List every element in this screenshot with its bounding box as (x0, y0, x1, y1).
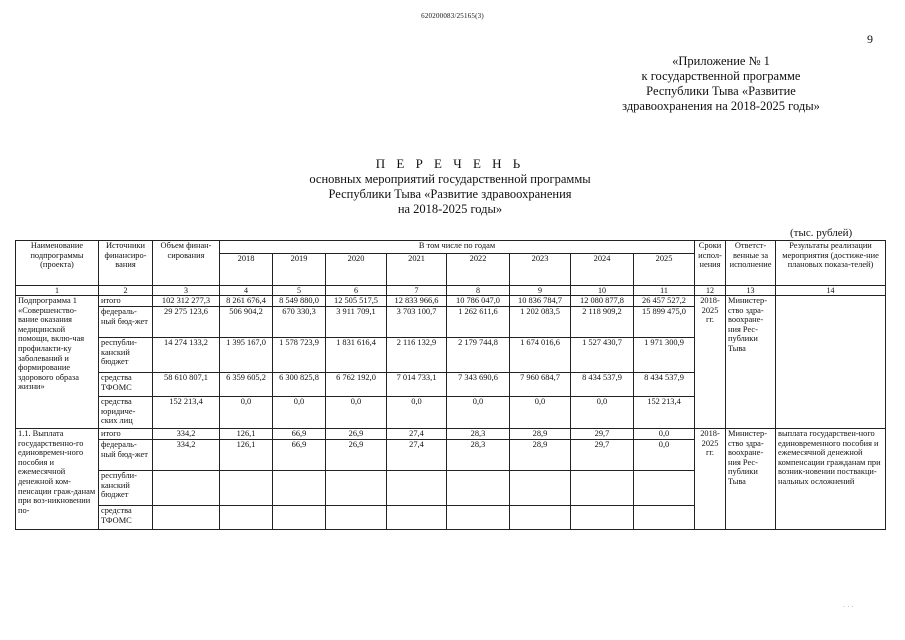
header-by-years: В том числе по годам (220, 241, 695, 254)
value-cell: 0,0 (634, 440, 695, 471)
value-cell: 10 836 784,7 (510, 296, 571, 307)
term-cell: 2018-2025 гг. (695, 429, 726, 530)
term-cell: 2018-2025 гг. (695, 296, 726, 429)
value-cell (326, 506, 387, 530)
header-year: 2018 (220, 254, 273, 286)
column-number: 13 (726, 286, 776, 296)
value-cell: 0,0 (510, 397, 571, 429)
header-results: Результаты реализации мероприятия (достиже-ние плановых показа-телей) (776, 241, 886, 286)
source-cell: средства ТФОМС (99, 373, 153, 397)
value-cell: 28,3 (447, 440, 510, 471)
header-year: 2019 (273, 254, 326, 286)
document-title: П Е Р Е Ч Е Н Ь (375, 156, 525, 171)
page-number: 9 (867, 32, 873, 46)
value-cell: 7 014 733,1 (387, 373, 447, 397)
value-cell: 670 330,3 (273, 307, 326, 338)
value-cell: 26 457 527,2 (634, 296, 695, 307)
table-row (16, 429, 886, 440)
value-cell (153, 506, 220, 530)
column-number: 14 (776, 286, 886, 296)
value-cell: 1 262 611,6 (447, 307, 510, 338)
header-name: Наименование подпрограммы (проекта) (16, 241, 99, 286)
value-cell (387, 506, 447, 530)
value-cell: 0,0 (220, 397, 273, 429)
value-cell: 28,3 (447, 429, 510, 440)
value-cell: 1 578 723,9 (273, 338, 326, 373)
header-year: 2022 (447, 254, 510, 286)
value-cell (510, 471, 571, 506)
value-cell: 28,9 (510, 429, 571, 440)
value-cell: 6 300 825,8 (273, 373, 326, 397)
column-number: 4 (220, 286, 273, 296)
value-cell: 1 202 083,5 (510, 307, 571, 338)
value-cell: 3 703 100,7 (387, 307, 447, 338)
responsible-cell: Министер-ство здра-воохране-ния Рес-публики Тыва (726, 296, 776, 429)
value-cell: 0,0 (634, 429, 695, 440)
value-cell: 58 610 807,1 (153, 373, 220, 397)
value-cell (220, 471, 273, 506)
value-cell: 0,0 (387, 397, 447, 429)
value-cell: 126,1 (220, 440, 273, 471)
responsible-cell: Министер-ство здра-воохране-ния Рес-публики Тыва (726, 429, 776, 530)
value-cell: 8 549 880,0 (273, 296, 326, 307)
source-cell: республи-канский бюджет (99, 338, 153, 373)
value-cell: 29,7 (571, 429, 634, 440)
value-cell: 15 899 475,0 (634, 307, 695, 338)
value-cell: 8 261 676,4 (220, 296, 273, 307)
value-cell: 27,4 (387, 440, 447, 471)
row-name-cell: 1.1. Выплата государственно-го единовремен-ного пособия и ежемесячной денежной ком-пенсации граж-данам при воз-никновении по- (16, 429, 99, 530)
value-cell: 152 213,4 (634, 397, 695, 429)
value-cell: 152 213,4 (153, 397, 220, 429)
value-cell: 29,7 (571, 440, 634, 471)
source-cell: республи-канский бюджет (99, 471, 153, 506)
result-cell (776, 296, 886, 429)
units-label: (тыс. рублей) (790, 227, 853, 239)
value-cell: 2 118 909,2 (571, 307, 634, 338)
value-cell: 334,2 (153, 429, 220, 440)
value-cell: 27,4 (387, 429, 447, 440)
value-cell: 3 911 709,1 (326, 307, 387, 338)
value-cell: 6 359 605,2 (220, 373, 273, 397)
document-subtitle-line: на 2018-2025 годы» (397, 202, 503, 216)
value-cell: 12 080 877,8 (571, 296, 634, 307)
value-cell (273, 471, 326, 506)
column-number-row (16, 286, 886, 296)
value-cell: 2 116 132,9 (387, 338, 447, 373)
value-cell (220, 506, 273, 530)
value-cell: 6 762 192,0 (326, 373, 387, 397)
header-source: Источники финансиро-вания (99, 241, 153, 286)
appendix-block (560, 54, 882, 114)
column-number: 10 (571, 286, 634, 296)
document-subtitle-line: Республики Тыва «Развитие здравоохранения (328, 187, 572, 201)
value-cell (634, 471, 695, 506)
column-number: 7 (387, 286, 447, 296)
value-cell: 506 904,2 (220, 307, 273, 338)
appendix-line: к государственной программе (641, 69, 801, 83)
column-number: 1 (16, 286, 99, 296)
row-name-cell: Подпрограмма 1 «Совершенство-вание оказания медицинской помощи, вклю-чая профилакти-ку заболеваний и формирование здорового образа жизни» (16, 296, 99, 429)
source-cell: федераль-ный бюд-жет (99, 307, 153, 338)
value-cell: 1 971 300,9 (634, 338, 695, 373)
value-cell: 66,9 (273, 440, 326, 471)
appendix-line: «Приложение № 1 (672, 54, 770, 68)
column-number: 6 (326, 286, 387, 296)
value-cell: 7 960 684,7 (510, 373, 571, 397)
header-year: 2020 (326, 254, 387, 286)
header-volume: Объем финан-сирования (153, 241, 220, 286)
value-cell (447, 471, 510, 506)
value-cell (634, 506, 695, 530)
value-cell (273, 506, 326, 530)
header-responsible: Ответст-венные за исполнение (726, 241, 776, 286)
header-term: Сроки испол-нения (695, 241, 726, 286)
header-year: 2021 (387, 254, 447, 286)
value-cell (387, 471, 447, 506)
value-cell (571, 471, 634, 506)
source-cell: федераль-ный бюд-жет (99, 440, 153, 471)
value-cell: 26,9 (326, 440, 387, 471)
value-cell: 0,0 (326, 397, 387, 429)
measures-table (15, 240, 886, 530)
value-cell: 0,0 (447, 397, 510, 429)
value-cell: 1 674 016,6 (510, 338, 571, 373)
document-heading (230, 156, 670, 217)
value-cell: 10 786 047,0 (447, 296, 510, 307)
appendix-line: Республики Тыва «Развитие (646, 84, 796, 98)
result-cell: выплата государствен-ного единовременного пособия и ежемесячной денежной компенсации гражданам при возник-новении поствакци-нальных осложнений (776, 429, 886, 530)
value-cell: 102 312 277,3 (153, 296, 220, 307)
value-cell: 12 505 517,5 (326, 296, 387, 307)
header-year: 2023 (510, 254, 571, 286)
value-cell (447, 506, 510, 530)
column-number: 12 (695, 286, 726, 296)
value-cell: 0,0 (273, 397, 326, 429)
value-cell: 0,0 (571, 397, 634, 429)
column-number: 2 (99, 286, 153, 296)
source-cell: итого (99, 429, 153, 440)
value-cell: 126,1 (220, 429, 273, 440)
column-number: 11 (634, 286, 695, 296)
value-cell: 14 274 133,2 (153, 338, 220, 373)
value-cell: 1 395 167,0 (220, 338, 273, 373)
value-cell: 12 833 966,6 (387, 296, 447, 307)
column-number: 3 (153, 286, 220, 296)
value-cell: 28,9 (510, 440, 571, 471)
value-cell (510, 506, 571, 530)
value-cell: 26,9 (326, 429, 387, 440)
table-row (16, 296, 886, 307)
value-cell: 66,9 (273, 429, 326, 440)
value-cell (326, 471, 387, 506)
value-cell (571, 506, 634, 530)
header-year: 2025 (634, 254, 695, 286)
source-cell: итого (99, 296, 153, 307)
value-cell: 1 831 616,4 (326, 338, 387, 373)
document-subtitle-line: основных мероприятий государственной программы (309, 172, 591, 186)
appendix-line: здравоохранения на 2018-2025 годы» (622, 99, 820, 113)
document-id: 620200083/25165(3) (421, 12, 484, 20)
header-row (16, 241, 886, 254)
value-cell: 334,2 (153, 440, 220, 471)
value-cell: 8 434 537,9 (571, 373, 634, 397)
column-number: 8 (447, 286, 510, 296)
column-number: 5 (273, 286, 326, 296)
column-number: 9 (510, 286, 571, 296)
value-cell: 7 343 690,6 (447, 373, 510, 397)
value-cell: 2 179 744,8 (447, 338, 510, 373)
scan-mark: · · · (843, 603, 854, 611)
source-cell: средства юридиче-ских лиц (99, 397, 153, 429)
value-cell: 29 275 123,6 (153, 307, 220, 338)
value-cell: 1 527 430,7 (571, 338, 634, 373)
value-cell (153, 471, 220, 506)
source-cell: средства ТФОМС (99, 506, 153, 530)
header-year: 2024 (571, 254, 634, 286)
value-cell: 8 434 537,9 (634, 373, 695, 397)
